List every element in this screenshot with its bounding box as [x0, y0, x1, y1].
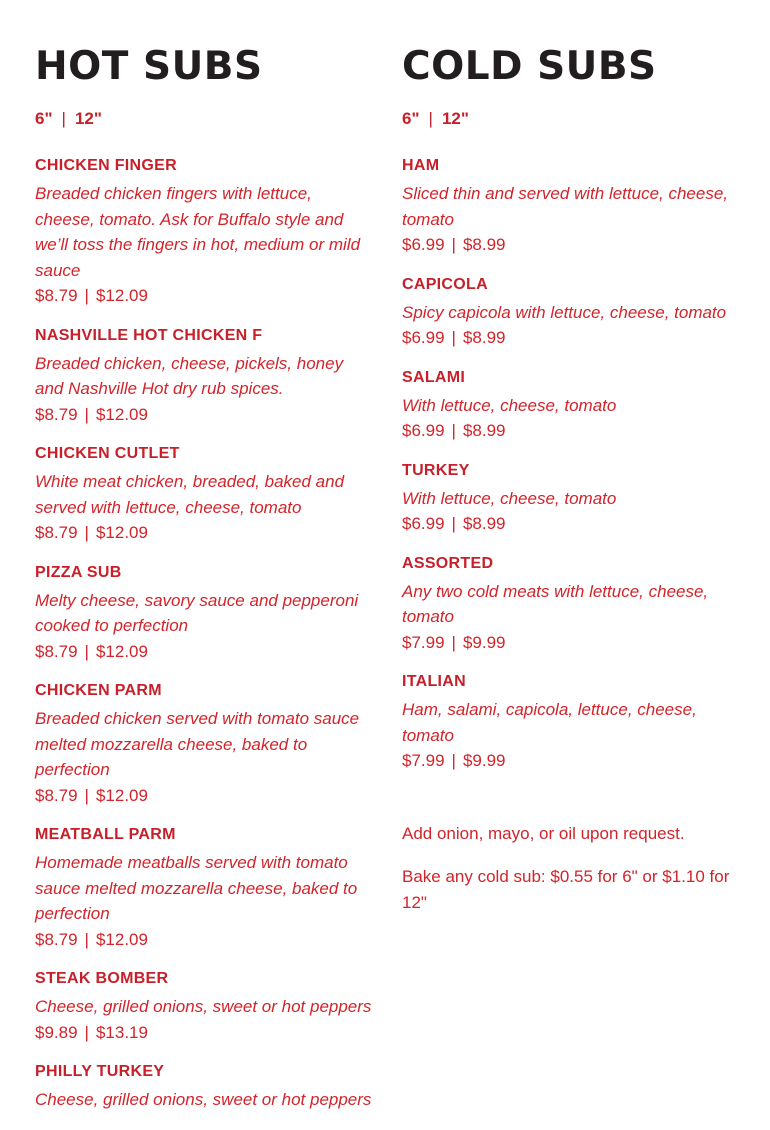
item-name: PHILLY TURKEY	[35, 1063, 165, 1080]
menu-item-assorted	[402, 554, 742, 656]
menu-item-chicken-parm	[35, 681, 375, 808]
menu-item-salami	[402, 368, 742, 444]
item-price	[402, 418, 742, 444]
item-description: Melty cheese, savory sauce and pepperoni cooked to perfection	[35, 590, 359, 635]
price-small: $7.99	[402, 632, 445, 652]
item-description: Breaded chicken, cheese, pickels, honey and Nashville Hot dry rub spices.	[35, 353, 344, 398]
menu-item-ham	[402, 156, 742, 258]
price-small: $8.79	[35, 929, 78, 949]
pipe-separator: |	[84, 641, 89, 661]
price-large: $12.09	[95, 404, 148, 424]
price-large: $12.09	[95, 785, 148, 805]
note-add-ons: Add onion, mayo, or oil upon request.	[402, 823, 685, 843]
item-price	[402, 748, 742, 774]
price-large: $13.19	[95, 1022, 148, 1042]
item-name: HAM	[402, 157, 440, 174]
menu-item-meatball-parm	[35, 825, 375, 952]
price-small: $8.79	[35, 785, 78, 805]
menu-item-turkey	[402, 461, 742, 537]
pipe-separator: |	[84, 929, 89, 949]
price-large: $8.99	[462, 235, 506, 254]
item-description: Cheese, grilled onions, sweet or hot peppers	[35, 1090, 372, 1109]
item-name: CHICKEN FINGER	[35, 157, 177, 174]
hot-subs-title: HOT SUBS	[35, 44, 263, 89]
item-description: White meat chicken, breaded, baked and served with lettuce, cheese, tomato	[35, 472, 345, 517]
price-small: $8.79	[35, 286, 78, 305]
pipe-separator: |	[61, 109, 66, 128]
price-large: $12.09	[95, 641, 148, 661]
pipe-separator: |	[84, 523, 89, 542]
item-price	[35, 639, 375, 665]
pipe-separator: |	[451, 751, 456, 770]
item-description: Sliced thin and served with lettuce, cheese, tomato	[402, 184, 729, 229]
price-large: $8.99	[462, 328, 506, 347]
item-name: PIZZA SUB	[35, 563, 122, 581]
menu-item-chicken-cutlet	[35, 444, 375, 546]
pipe-separator: |	[451, 632, 456, 652]
item-price	[35, 402, 375, 428]
price-small: $6.99	[402, 235, 445, 254]
pipe-separator: |	[428, 109, 433, 128]
item-name: STEAK BOMBER	[35, 970, 169, 987]
menu-item-pizza-sub	[35, 563, 375, 665]
pipe-separator: |	[451, 328, 456, 347]
menu-item-capicola	[402, 275, 742, 351]
item-price	[35, 283, 375, 309]
price-small: $7.99	[402, 751, 445, 770]
item-price	[35, 1020, 375, 1046]
item-name: ITALIAN	[402, 673, 467, 690]
item-name: NASHVILLE HOT CHICKEN F	[35, 326, 263, 344]
pipe-separator: |	[84, 404, 89, 424]
size-large: 12"	[441, 109, 469, 128]
cold-subs-sizes-line	[402, 107, 742, 131]
item-price	[35, 927, 375, 953]
item-price	[402, 630, 742, 656]
menu-item-philly-turkey	[35, 1062, 375, 1113]
item-description: Breaded chicken fingers with lettuce, cheese, tomato. Ask for Buffalo style and we’ll toss the fingers in hot, medium or mild sauce	[35, 184, 361, 280]
size-small: 6"	[35, 109, 53, 128]
menu-item-steak-bomber	[35, 969, 375, 1045]
price-large: $12.09	[95, 523, 148, 542]
size-small: 6"	[402, 109, 420, 128]
note-bake-option: Bake any cold sub: $0.55 for 6" or $1.10 for 12"	[402, 866, 730, 912]
item-description: Ham, salami, capicola, lettuce, cheese, tomato	[402, 700, 697, 745]
price-large: $12.09	[95, 929, 148, 949]
menu-item-italian	[402, 672, 742, 774]
price-large: $8.99	[462, 421, 506, 440]
item-price	[35, 520, 375, 546]
price-small: $8.79	[35, 641, 78, 661]
item-description: Spicy capicola with lettuce, cheese, tomato	[402, 302, 727, 322]
price-large: $8.99	[462, 514, 506, 533]
item-name: CHICKEN CUTLET	[35, 445, 180, 462]
item-name: TURKEY	[402, 461, 470, 479]
cold-subs-section	[402, 46, 742, 1130]
item-price	[35, 783, 375, 809]
price-small: $8.79	[35, 523, 78, 542]
size-large: 12"	[74, 109, 102, 128]
price-small: $8.79	[35, 404, 78, 424]
hot-subs-section	[35, 46, 375, 1130]
price-small: $9.89	[35, 1022, 78, 1042]
item-name: SALAMI	[402, 368, 466, 386]
item-description: With lettuce, cheese, tomato	[402, 395, 617, 415]
price-large: $9.99	[462, 751, 506, 770]
item-description: Any two cold meats with lettuce, cheese, tomato	[402, 581, 709, 626]
item-name: CAPICOLA	[402, 275, 488, 293]
price-small: $6.99	[402, 514, 445, 533]
item-price	[402, 511, 742, 537]
pipe-separator: |	[451, 235, 456, 254]
price-small: $6.99	[402, 421, 445, 440]
item-description: With lettuce, cheese, tomato	[402, 488, 617, 508]
item-description: Breaded chicken served with tomato sauce melted mozzarella cheese, baked to perfection	[35, 709, 360, 779]
item-price	[402, 325, 742, 351]
item-name: CHICKEN PARM	[35, 682, 162, 699]
hot-subs-sizes-line	[35, 107, 375, 131]
item-description: Cheese, grilled onions, sweet or hot peppers	[35, 997, 372, 1016]
price-small: $6.99	[402, 328, 445, 347]
item-description: Homemade meatballs served with tomato sauce melted mozzarella cheese, baked to perfection	[35, 853, 358, 923]
pipe-separator: |	[451, 514, 456, 533]
pipe-separator: |	[84, 1022, 89, 1042]
price-large: $9.99	[462, 632, 506, 652]
menu-item-nashville-hot-chicken	[35, 326, 375, 428]
pipe-separator: |	[84, 286, 89, 305]
item-name: MEATBALL PARM	[35, 826, 176, 843]
price-large: $12.09	[95, 286, 148, 305]
pipe-separator: |	[451, 421, 456, 440]
item-name: ASSORTED	[402, 554, 494, 572]
pipe-separator: |	[84, 785, 89, 805]
item-price	[402, 232, 742, 258]
menu-item-chicken-finger	[35, 156, 375, 309]
notes-block	[402, 821, 742, 916]
cold-subs-title: COLD SUBS	[402, 44, 657, 89]
